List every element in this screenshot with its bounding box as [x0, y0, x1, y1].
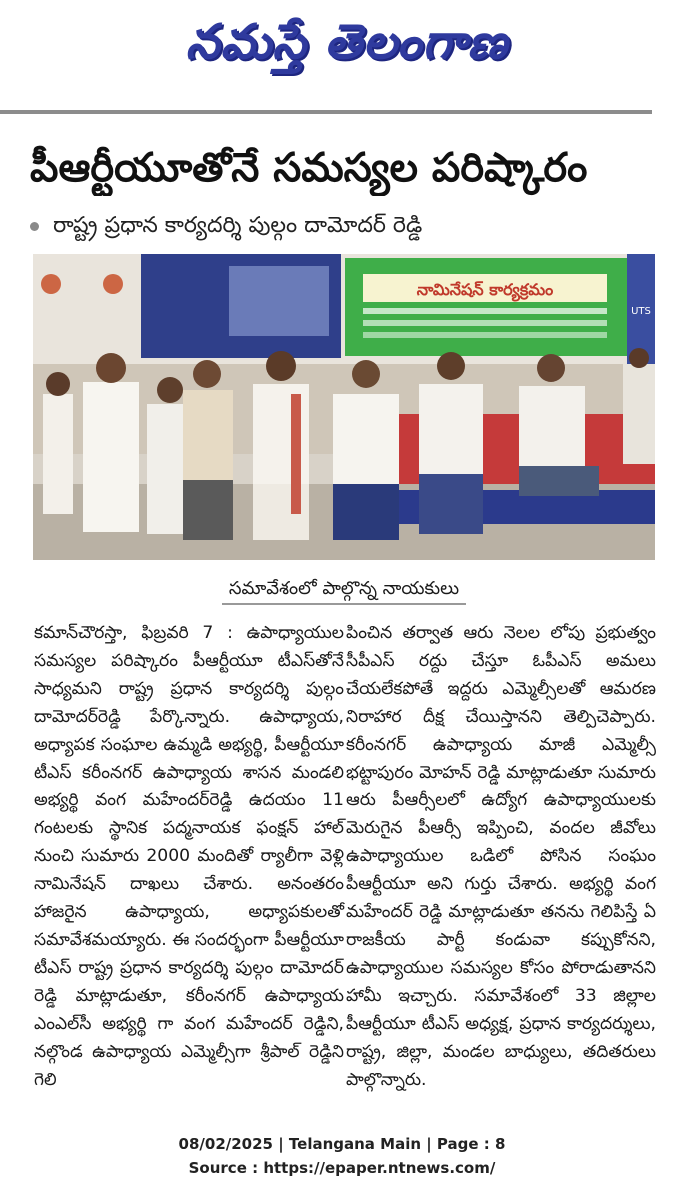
banner-side-label: UTS — [631, 306, 651, 317]
masthead-divider — [0, 110, 652, 114]
footer-source-link[interactable]: Source : https://epaper.ntnews.com/ — [188, 1159, 496, 1177]
bullet-icon — [30, 222, 39, 231]
article-headline: పీఆర్టీయూతోనే సమస్యల పరిష్కారం — [30, 145, 588, 191]
masthead — [0, 0, 684, 100]
photo-caption: సమావేశంలో పాల్గొన్న నాయకులు — [222, 575, 466, 605]
byline-text: రాష్ట్ర ప్రధాన కార్యదర్శి పుల్గం దామోదర్ రెడ్డి — [53, 213, 423, 238]
article-byline — [30, 208, 650, 244]
page-footer — [0, 1132, 684, 1180]
newspaper-logo: నమస్తే తెలంగాణ — [185, 14, 509, 70]
event-photo-illustration — [33, 254, 655, 560]
article-column-right: పించిన తర్వాత ఆరు నెలల లోపు ప్రభుత్వం సీపీఎస్ రద్దు చేస్తూ ఓపీఎస్ అమలు చేయలేకపోతే ఇద్దరు ఎమ్మెల్సీలతో ఆమరణ నిరాహార దీక్ష చేయిస్తానని తెల్పిచెప్పారు. కరీంనగర్ ఉపాధ్యాయ మాజీ ఎమ్మెల్సీ భట్టాపురం మోహన్ రెడ్డి మాట్లాడుతూ సుమారు ఆరు పీఆర్సీలలో ఉద్యోగ ఉపాధ్యాయులకు మెరుగైన పీఆర్సీ ఇప్పించి, వందల జీవోలు ఉపాధ్యాయుల ఒడిలో పోసిన సంఘం పీఆర్టీయూ అని గుర్తు చేశారు. అభ్యర్థి వంగ మహేందర్ రెడ్డి మాట్లాడుతూ తనను గెలిపిస్తే ఏ రాజకీయ పార్టీ కండువా కప్పుకోనని, ఉపాధ్యాయుల సమస్యల కోసం పోరాడుతానని హామీ ఇచ్చారు. సమావేశంలో 33 జిల్లాల పీఆర్టీయూ టీఎస్ అధ్యక్ష, ప్రధాన కార్యదర్శులు, రాష్ట్ర, జిల్లా, మండల బాధ్యులు, తదితరులు పాల్గొన్నారు. — [346, 623, 656, 1090]
article-photo — [33, 254, 655, 560]
footer-date-edition: 08/02/2025 | Telangana Main | Page : 8 — [178, 1135, 506, 1153]
article-column-left: కమాన్‌చౌరస్తా, ఫిబ్రవరి 7 : ఉపాధ్యాయుల సమస్యల పరిష్కారం పీఆర్టీయూ టీఎస్‌తోనే సాధ్యమని రాష్ట్ర ప్రధాన కార్యదర్శి పుల్గం దామోదర్‌రెడ్డి పేర్కొన్నారు. ఉపాధ్యాయ, అధ్యాపక సంఘాల ఉమ్మడి అభ్యర్థి, పీఆర్టీయూ టీఎస్ కరీంనగర్ ఉపాధ్యాయ శాసన మండలి అభ్యర్థి వంగ మహేందర్‌రెడ్డి ఉదయం 11 గంటలకు స్థానిక పద్మనాయక ఫంక్షన్ హాల్ నుంచి సుమారు 2000 మందితో ర్యాలీగా వెళ్లి నామినేషన్ దాఖలు చేశారు. అనంతరం హాజరైన ఉపాధ్యాయ, అధ్యాపకులతో సమావేశమయ్యారు. ఈ సందర్భంగా పీఆర్టీయూ టీఎస్ రాష్ట్ర ప్రధాన కార్యదర్శి పుల్గం దామోదర్ రెడ్డి మాట్లాడుతూ, కరీంనగర్ ఉపాధ్యాయ ఎంఎల్‌సీ అభ్యర్థి గా వంగ మహేందర్ రెడ్డిని, నల్గొండ ఉపాధ్యాయ ఎమ్మెల్సీగా శ్రీపాల్ రెడ్డిని గెలి — [34, 623, 344, 1090]
banner-title: నామినేషన్ కార్యక్రమం — [416, 280, 554, 299]
